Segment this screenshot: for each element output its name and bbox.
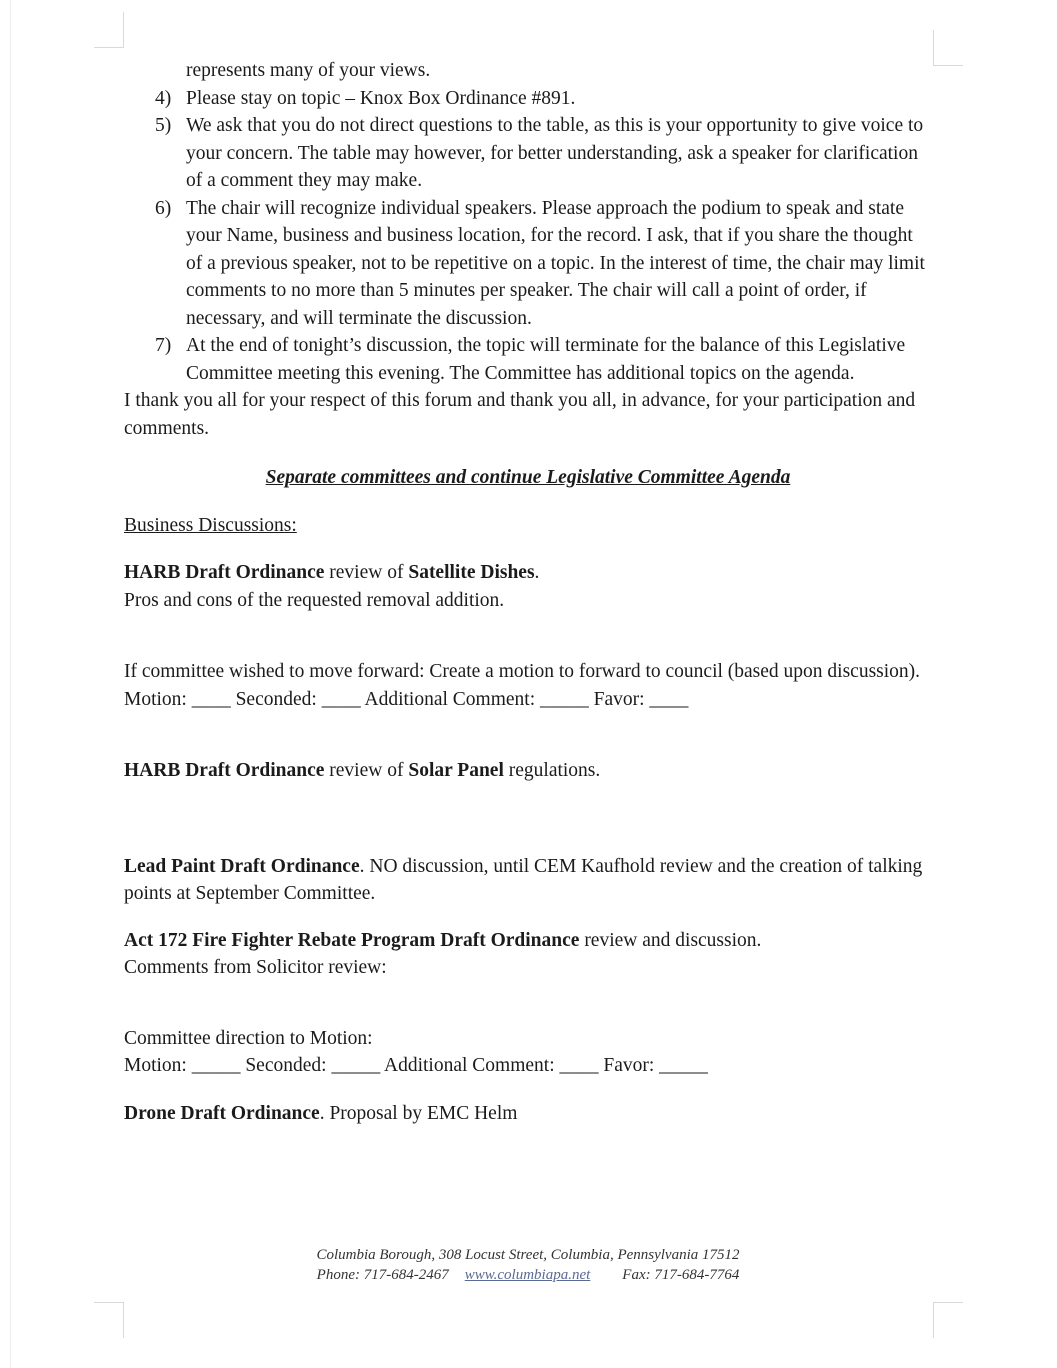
list-item-7: [155, 332, 932, 387]
drone-title: Drone Draft Ordinance: [124, 1102, 320, 1124]
list-item-6: [155, 195, 932, 333]
list-item-3-continuation: represents many of your views.: [186, 60, 431, 81]
act172-paragraph: [124, 927, 932, 955]
section-heading: Separate committees and continue Legislative Committee Agenda: [265, 467, 791, 488]
harb-solar-topic: Solar Panel: [408, 760, 504, 781]
list-item-4: [155, 85, 932, 113]
harb-satellite-mid: review of: [324, 562, 409, 583]
margin-crop-mark-bottom-right: [933, 1302, 963, 1338]
forward-motion-paragraph: If committee wished to move forward: Create a motion to forward to council (based upon discussion).: [124, 661, 921, 682]
page-edge-line: [10, 0, 11, 1368]
margin-crop-mark-top-right: [933, 30, 963, 66]
footer-address: Columbia Borough, 308 Locust Street, Columbia, Pennsylvania 17512: [316, 1247, 740, 1263]
margin-crop-mark-bottom-left: [94, 1302, 124, 1338]
margin-crop-mark-top-left: [94, 12, 124, 48]
list-item-5: [155, 112, 932, 195]
list-item-7-text: At the end of tonight’s discussion, the topic will terminate for the balance of this Legislative Committee meeting this evening. The Committee has additional topics on the agenda.: [186, 335, 906, 384]
page-footer: [124, 1246, 932, 1285]
business-discussions-heading-text: Business Discussions:: [124, 514, 297, 536]
harb-satellite-title: HARB Draft Ordinance: [124, 562, 325, 583]
committee-direction-line: Committee direction to Motion:: [124, 1027, 373, 1049]
act172-title: Act 172 Fire Fighter Rebate Program Draft Ordinance: [124, 929, 580, 951]
motion-blanks-line-2: Motion: _____ Seconded: _____ Additional Comment: ____ Favor: _____: [124, 1055, 708, 1076]
footer-phone: Phone: 717-684-2467: [316, 1266, 449, 1283]
drone-tail: . Proposal by EMC Helm: [319, 1102, 518, 1124]
list-item-6-text: The chair will recognize individual speakers. Please approach the podium to speak and state your Name, business and business location, for the record. I ask, that if you share the thought of a previous speaker, not to be repetitive on a topic. In the interest of time, the chair may limit comments to no more than 5 minutes per speaker. The chair will call a point of order, if necessary, and will terminate the discussion.: [186, 197, 925, 329]
harb-solar-title: HARB Draft Ordinance: [124, 760, 325, 781]
list-item-4-number: 4): [155, 87, 172, 109]
footer-website-link[interactable]: www.columbiapa.net: [464, 1266, 591, 1283]
list-item-7-number: 7): [155, 335, 172, 356]
harb-solar-mid: review of: [324, 760, 409, 781]
act172-subline: Comments from Solicitor review:: [124, 957, 387, 978]
drone-paragraph: [124, 1100, 932, 1128]
lead-paint-tail: . NO discussion, until CEM Kaufhold review and the creation of talking points at September Committee.: [124, 855, 923, 904]
motion-blanks-line-1: Motion: ____ Seconded: ____ Additional Comment: _____ Favor: ____: [124, 688, 689, 710]
harb-satellite-topic: Satellite Dishes: [408, 562, 535, 583]
lead-paint-title: Lead Paint Draft Ordinance: [124, 855, 360, 877]
list-item-4-text: Please stay on topic – Knox Box Ordinance #891.: [186, 87, 576, 109]
harb-solar-tail: regulations.: [503, 760, 601, 781]
harb-satellite-tail: .: [534, 562, 540, 583]
list-item-5-number: 5): [155, 115, 172, 136]
footer-fax: Fax: 717-684-7764: [622, 1266, 740, 1283]
footer-contact-line: [124, 1266, 932, 1286]
business-discussions-heading: [124, 512, 932, 540]
list-item-5-text: We ask that you do not direct questions to the table, as this is your opportunity to give voice to your concern. The table may however, for better understanding, ask a speaker for clarification of a comment they may make.: [186, 115, 924, 191]
thanks-paragraph: I thank you all for your respect of this forum and thank you all, in advance, for your participation and comments.: [124, 390, 916, 439]
speaker-rules-list: [155, 85, 932, 388]
list-item-6-number: 6): [155, 197, 172, 219]
lead-paint-paragraph: [124, 853, 932, 908]
document-content: [124, 57, 932, 1127]
harb-satellite-paragraph: [124, 559, 932, 587]
harb-solar-paragraph: [124, 757, 932, 785]
act172-tail: review and discussion.: [579, 929, 762, 951]
harb-satellite-subline: Pros and cons of the requested removal addition.: [124, 589, 505, 611]
